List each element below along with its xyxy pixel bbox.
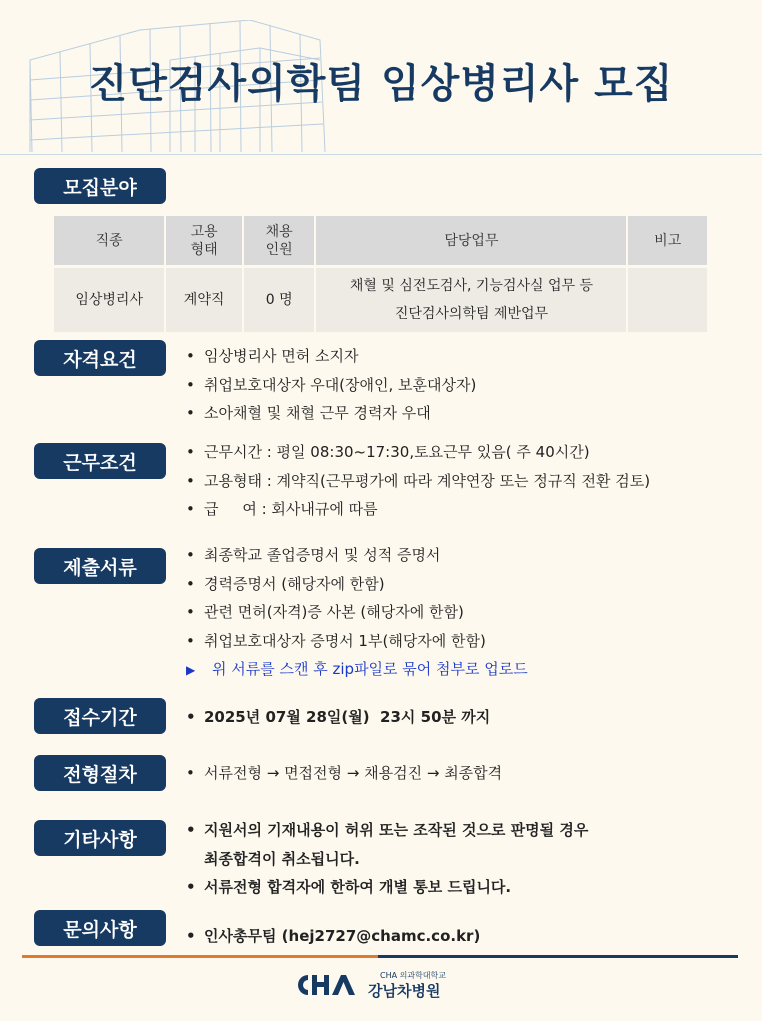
- list-item: • 취업보호대상자 증명서 1부(해당자에 한함): [186, 627, 528, 656]
- process-steps: • 서류전형 → 면접전형 → 채용검진 → 최종합격: [186, 759, 502, 788]
- conditions-list: [186, 438, 650, 524]
- list-item: • 지원서의 기재내용이 허위 또는 조작된 것으로 판명될 경우: [186, 816, 588, 845]
- cha-logo-icon: [296, 974, 358, 996]
- section-process-tag: 전형절차: [34, 755, 166, 791]
- section-conditions-tag: 근무조건: [34, 443, 166, 479]
- recruit-table: [52, 216, 709, 332]
- list-item-continuation: 최종합격이 취소됩니다.: [204, 849, 360, 868]
- period-list: [186, 703, 490, 732]
- list-item: • 임상병리사 면허 소지자: [186, 342, 476, 371]
- table-header-headcount: 채용 인원: [244, 216, 315, 265]
- list-item: • 근무시간 : 평일 08:30~17:30,토요근무 있음( 주 40시간): [186, 438, 650, 467]
- list-item: • 최종학교 졸업증명서 및 성적 증명서: [186, 541, 528, 570]
- process-list: [186, 759, 502, 788]
- section-documents-tag: 제출서류: [34, 548, 166, 584]
- table-cell-note: [628, 265, 707, 332]
- footer-divider-orange: [22, 955, 378, 958]
- page-title: 진단검사의학팀 임상병리사 모집: [88, 61, 674, 107]
- list-item: • 관련 면허(자격)증 사본 (해당자에 한함): [186, 598, 528, 627]
- section-field-tag: 모집분야: [34, 168, 166, 204]
- table-header-job: 직종: [54, 216, 164, 265]
- table-cell-employment-type: 계약직: [166, 265, 242, 332]
- etc-list: [186, 816, 588, 902]
- qualification-list: [186, 342, 476, 428]
- table-header-row: [54, 216, 707, 265]
- footer-divider-navy: [378, 955, 738, 958]
- table-cell-duty: 채혈 및 심전도검사, 기능검사실 업무 등 진단검사의학팀 제반업무: [316, 265, 626, 332]
- contact-list: [186, 922, 480, 951]
- section-etc-tag: 기타사항: [34, 820, 166, 856]
- table-header-employment-type: 고용 형태: [166, 216, 242, 265]
- header: [0, 0, 762, 155]
- list-item: • 경력증명서 (해당자에 한함): [186, 570, 528, 599]
- table-cell-headcount: 0 명: [244, 265, 315, 332]
- section-period-tag: 접수기간: [34, 698, 166, 734]
- list-item: • 서류전형 합격자에 한하여 개별 통보 드립니다.: [186, 873, 588, 902]
- list-item: • 급 여 : 회사내규에 따름: [186, 495, 650, 524]
- table-header-note: 비고: [628, 216, 707, 265]
- list-item: • 취업보호대상자 우대(장애인, 보훈대상자): [186, 371, 476, 400]
- section-qualification-tag: 자격요건: [34, 340, 166, 376]
- section-contact-tag: 문의사항: [34, 910, 166, 946]
- logo-hospital-name: 강남차병원: [368, 982, 441, 1000]
- document-upload-note: ▶ 위 서류를 스캔 후 zip파일로 묶어 첨부로 업로드: [186, 655, 528, 684]
- table-row: [54, 265, 707, 332]
- period-deadline: • 2025년 07월 28일(월) 23시 50분 까지: [186, 703, 490, 732]
- contact-email: • 인사총무팀 (hej2727@chamc.co.kr): [186, 922, 480, 951]
- list-item: • 소아채혈 및 채혈 근무 경력자 우대: [186, 399, 476, 428]
- list-item: • 고용형태 : 계약직(근무평가에 따라 계약연장 또는 정규직 전환 검토): [186, 467, 650, 496]
- logo-university-text: CHA 의과학대학교: [380, 971, 446, 980]
- table-header-duty: 담당업무: [316, 216, 626, 265]
- documents-list: [186, 541, 528, 684]
- table-cell-job: 임상병리사: [54, 265, 164, 332]
